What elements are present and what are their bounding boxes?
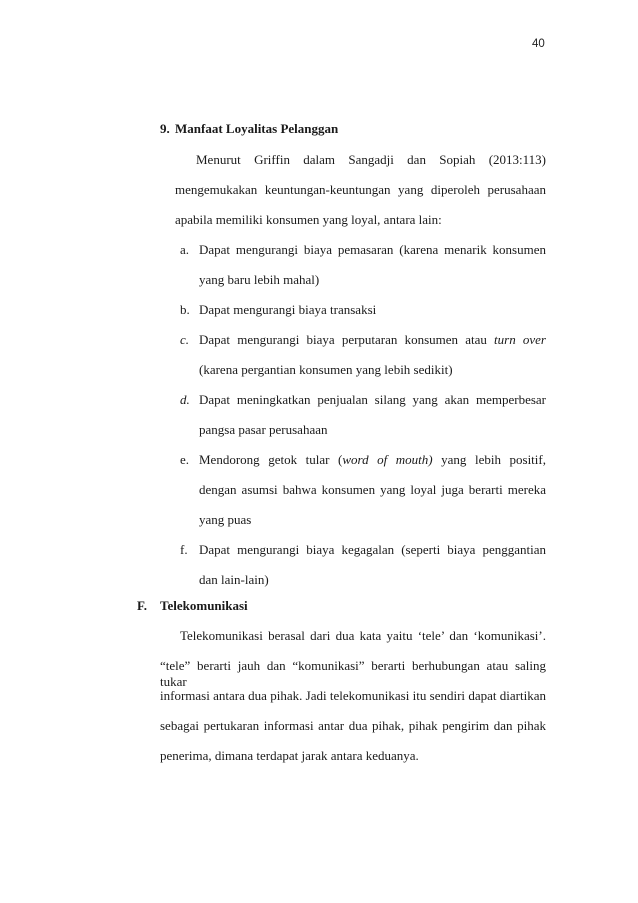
page-number: 40 — [532, 38, 545, 50]
paragraph-line-5: penerima, dimana terdapat jarak antara keduanya. — [160, 748, 419, 763]
list-item-text: Dapat mengurangi biaya pemasaran (karena menarik konsumen — [199, 242, 546, 257]
paragraph-line-2: “tele” berarti jauh dan “komunikasi” berarti berhubungan atau saling tukar — [160, 658, 546, 689]
list-item-text: yang puas — [199, 512, 252, 527]
section-f-letter: F. — [137, 598, 147, 613]
list-marker: c. — [180, 332, 190, 347]
list-item-text: Dapat mengurangi biaya kegagalan (seperti biaya penggantian — [199, 542, 546, 557]
intro-line-1: Menurut Griffin dalam Sangadji dan Sopiah (2013:113) — [196, 152, 546, 167]
list-marker: a. — [180, 242, 190, 257]
list-marker: f. — [180, 542, 188, 557]
list-item-text: pangsa pasar perusahaan — [199, 422, 328, 437]
list-item-text: (karena pergantian konsumen yang lebih sedikit) — [199, 362, 453, 377]
list-item-text: Dapat mengurangi biaya perputaran konsumen atau turn over — [199, 332, 546, 347]
paragraph-line-1: Telekomunikasi berasal dari dua kata yaitu ‘tele’ dan ‘komunikasi’. — [180, 628, 546, 643]
list-marker: b. — [180, 302, 190, 317]
section-9-title: Manfaat Loyalitas Pelanggan — [175, 121, 339, 136]
section-f-title: Telekomunikasi — [160, 598, 248, 613]
list-marker: d. — [180, 392, 190, 407]
list-item-text: dengan asumsi bahwa konsumen yang loyal juga berarti mereka — [199, 482, 546, 497]
intro-line-3: apabila memiliki konsumen yang loyal, antara lain: — [175, 212, 442, 227]
list-item-text: Mendorong getok tular (word of mouth) yang lebih positif, — [199, 452, 546, 467]
list-item-text: Dapat mengurangi biaya transaksi — [199, 302, 377, 317]
list-item-text: dan lain-lain) — [199, 572, 269, 587]
list-marker: e. — [180, 452, 190, 467]
intro-line-2: mengemukakan keuntungan-keuntungan yang diperoleh perusahaan — [175, 182, 546, 197]
section-9-number: 9. — [160, 121, 170, 136]
list-item-text: yang baru lebih mahal) — [199, 272, 320, 287]
paragraph-line-3: informasi antara dua pihak. Jadi telekomunikasi itu sendiri dapat diartikan — [160, 688, 546, 703]
paragraph-line-4: sebagai pertukaran informasi antar dua pihak, pihak pengirim dan pihak — [160, 718, 546, 733]
list-item-text: Dapat meningkatkan penjualan silang yang akan memperbesar — [199, 392, 546, 407]
